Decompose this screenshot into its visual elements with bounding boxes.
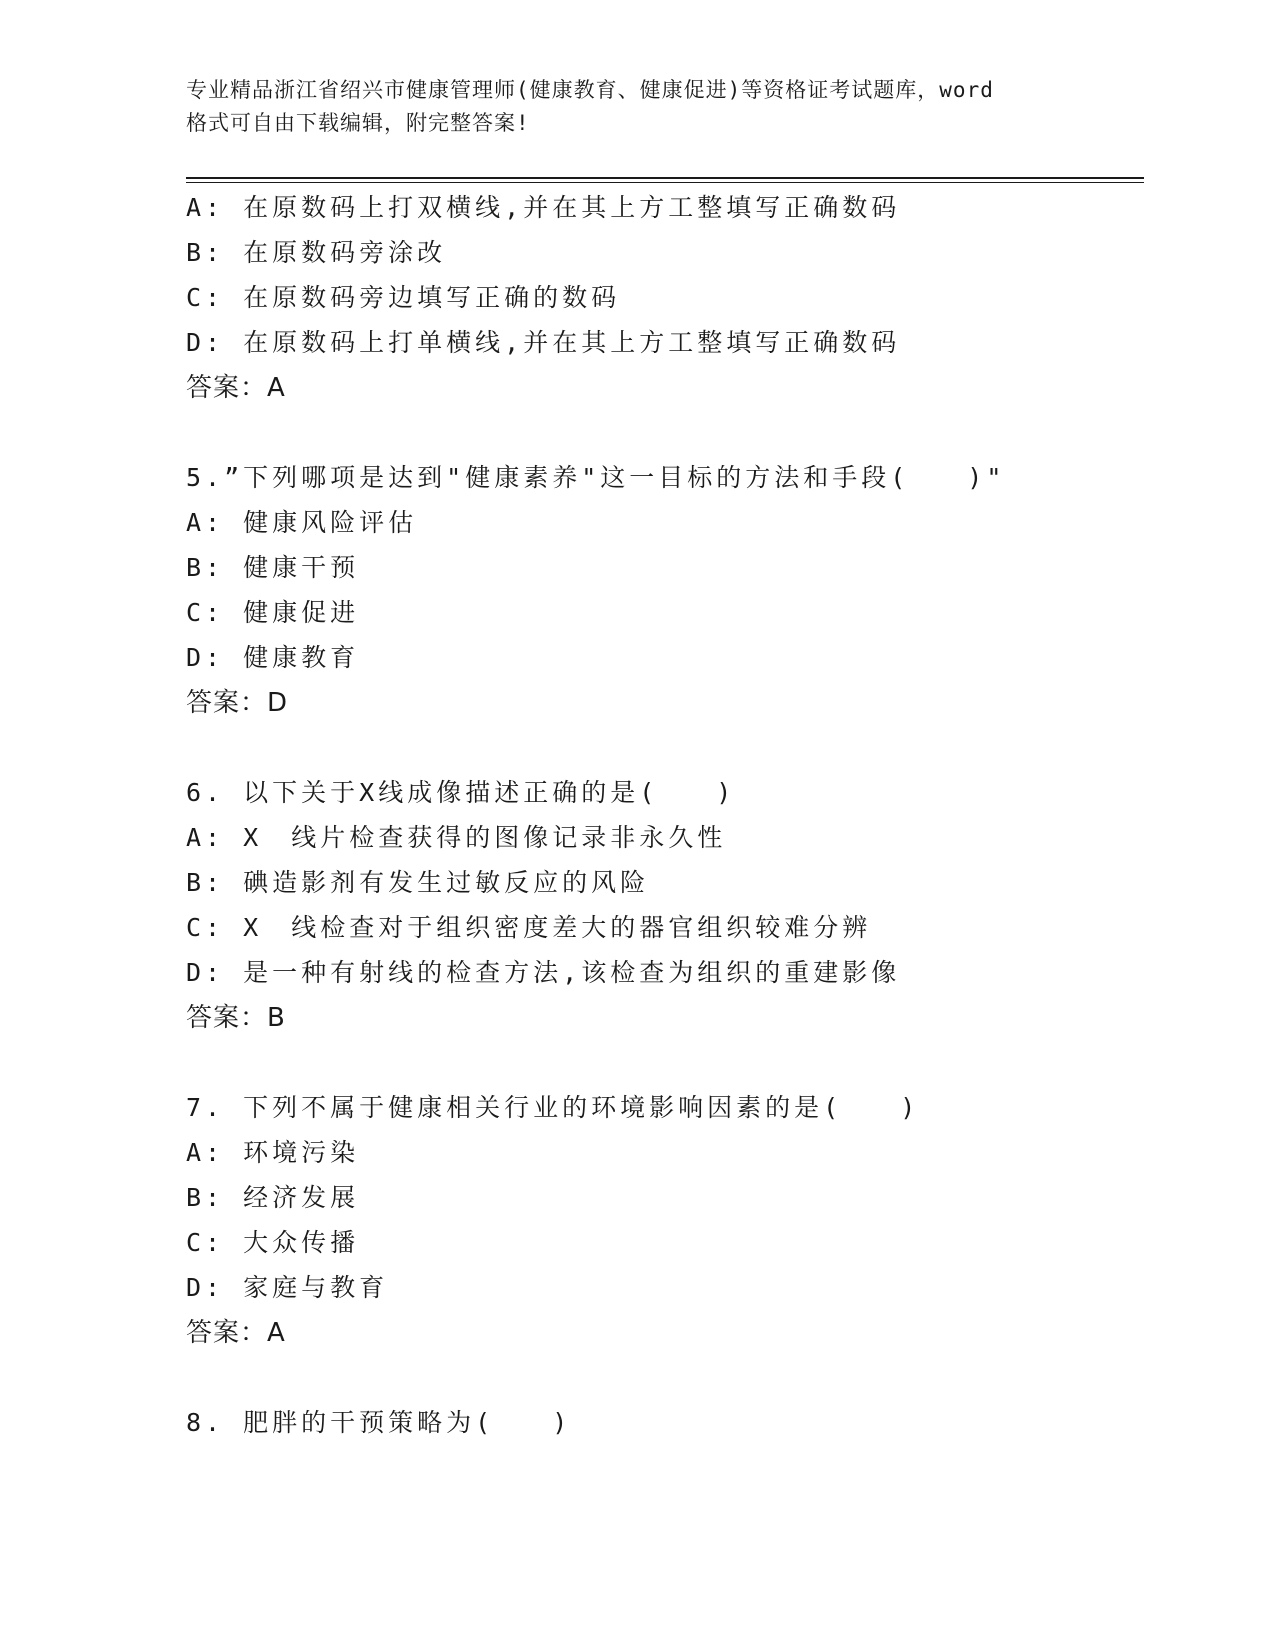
header-line-2: 格式可自由下载编辑，附完整答案! (186, 111, 530, 135)
q7-answer: 答案：A (186, 1318, 286, 1348)
q6-option-a: A: X 线片检查获得的图像记录非永久性 (186, 823, 727, 852)
q4-answer: 答案：A (186, 373, 286, 403)
q8-question: 8. 肥胖的干预策略为( ) (186, 1408, 572, 1437)
q7-question: 7. 下列不属于健康相关行业的环境影响因素的是( ) (186, 1093, 920, 1122)
q7-option-a: A: 环境污染 (186, 1138, 360, 1167)
q4-option-a: A: 在原数码上打双横线,并在其上方工整填写正确数码 (186, 193, 901, 222)
q4-option-c: C: 在原数码旁边填写正确的数码 (186, 283, 621, 312)
q5-option-d: D: 健康教育 (186, 643, 360, 672)
q5-question: 5.”下列哪项是达到"健康素养"这一目标的方法和手段( )" (186, 463, 1006, 492)
q4-option-d: D: 在原数码上打单横线,并在其上方工整填写正确数码 (186, 328, 901, 357)
q5-option-a: A: 健康风险评估 (186, 508, 418, 537)
q4-option-b: B: 在原数码旁涂改 (186, 238, 447, 267)
q7-option-b: B: 经济发展 (186, 1183, 360, 1212)
q6-option-b: B: 碘造影剂有发生过敏反应的风险 (186, 868, 650, 897)
header-divider-thick (186, 177, 1144, 179)
q5-option-c: C: 健康促进 (186, 598, 360, 627)
document-header (186, 74, 1086, 140)
q6-question: 6. 以下关于X线成像描述正确的是( ) (186, 778, 736, 807)
header-divider-thin (186, 182, 1144, 183)
q5-answer: 答案：D (186, 688, 289, 718)
q6-option-c: C: X 线检查对于组织密度差大的器官组织较难分辨 (186, 913, 872, 942)
q6-answer: 答案：B (186, 1003, 286, 1033)
q7-option-c: C: 大众传播 (186, 1228, 360, 1257)
q6-option-d: D: 是一种有射线的检查方法,该检查为组织的重建影像 (186, 958, 901, 987)
q7-option-d: D: 家庭与教育 (186, 1273, 389, 1302)
header-line-1: 专业精品浙江省绍兴市健康管理师(健康教育、健康促进)等资格证考试题库，word (186, 78, 994, 102)
q5-option-b: B: 健康干预 (186, 553, 360, 582)
